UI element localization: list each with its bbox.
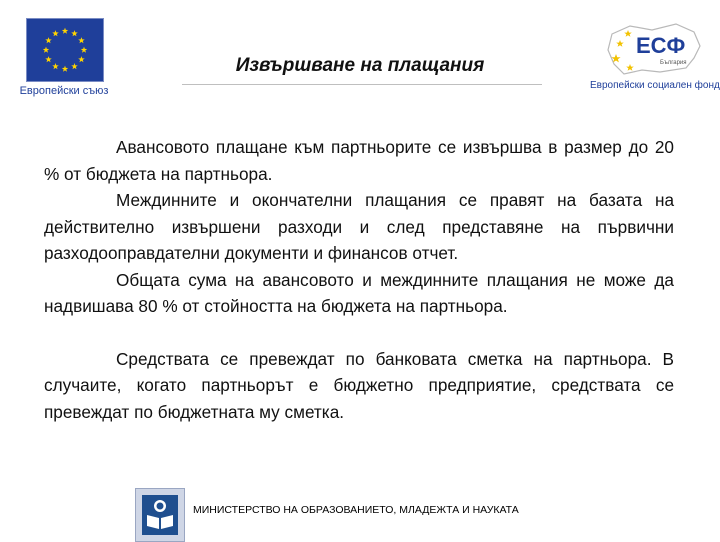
esf-logo-caption: Европейски социален фонд xyxy=(590,80,720,91)
eu-logo-caption: Европейски съюз xyxy=(19,85,109,97)
eu-star-icon xyxy=(43,47,49,53)
eu-star-icon xyxy=(62,66,68,72)
esf-logo xyxy=(590,20,718,104)
ministry-book-icon xyxy=(142,495,178,535)
ministry-name: МИНИСТЕРСТВО НА ОБРАЗОВАНИЕТО, МЛАДЕЖТА И НАУКАТА xyxy=(193,504,519,516)
paragraph-total-limit: Общата сума на авансовото и междинните плащания не може да надвишава 80 % от стойността на бюджета на партньора. xyxy=(44,269,674,316)
title-divider xyxy=(182,84,542,85)
eu-star-icon xyxy=(71,63,77,69)
page-title: Извършване на плащания xyxy=(235,55,485,76)
eu-star-icon xyxy=(71,30,77,36)
eu-star-icon xyxy=(52,63,58,69)
eu-star-icon xyxy=(45,37,51,43)
eu-star-icon xyxy=(78,56,84,62)
paragraph-advance-payment: Авансовото плащане към партньорите се извършва в размер до 20 % от бюджета на партньора. xyxy=(44,137,674,184)
ministry-logo xyxy=(135,488,185,542)
eu-star-icon xyxy=(78,37,84,43)
esf-logo-text: ЕСФ xyxy=(636,33,686,58)
eu-star-icon xyxy=(62,28,68,34)
eu-star-icon xyxy=(45,56,51,62)
eu-flag xyxy=(26,18,104,82)
content-body xyxy=(44,134,674,425)
bulgaria-map-icon xyxy=(590,20,718,80)
eu-star-icon xyxy=(52,30,58,36)
paragraph-bank-transfer: Средствата се превеждат по банковата сметка на партньора. В случаите, когато партньорът е бюджетно предприятие, средствата се превеждат по бюджетната му сметка. xyxy=(44,348,674,422)
eu-logo xyxy=(10,18,118,100)
eu-stars-icon xyxy=(27,19,103,81)
esf-logo-subtext: България xyxy=(660,60,687,66)
paragraph-interim-payments: Междинните и окончателни плащания се правят на базата на действително извършени разходи и след представяне на първични разходооправдателни документи и финансов отчет. xyxy=(44,190,674,263)
eu-star-icon xyxy=(81,47,87,53)
